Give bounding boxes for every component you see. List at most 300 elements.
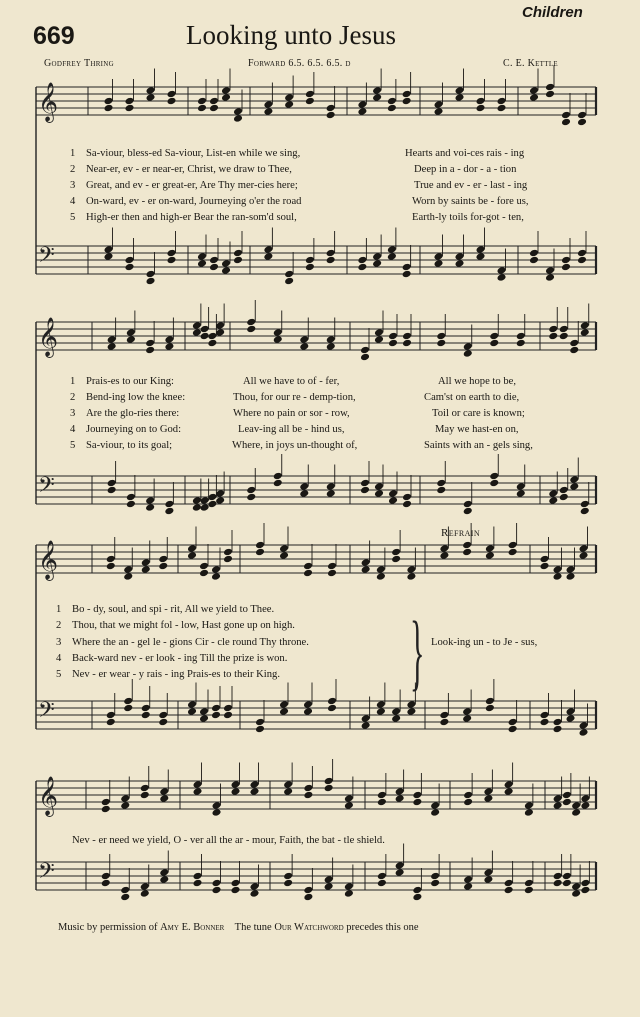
verse-1-line	[70, 148, 300, 159]
note-head	[402, 90, 412, 99]
note-head	[327, 562, 337, 571]
lyric-a: Where the an - gel le - gions Cir - cle round Thy throne.	[72, 637, 309, 648]
note-head	[357, 107, 367, 116]
lyric-b: Hearts and voi-ces rais - ing	[405, 148, 525, 159]
lyric-a: Back-ward nev - er look - ing Till the prize is won.	[72, 653, 288, 664]
note-head	[571, 889, 581, 898]
note-head	[566, 572, 576, 581]
note-head	[199, 562, 209, 571]
note-head	[207, 339, 217, 348]
note-head	[462, 714, 472, 723]
verse-number: 4	[56, 653, 62, 664]
note-head	[497, 266, 507, 275]
note-head	[158, 562, 168, 571]
note-head	[120, 801, 130, 810]
note-head	[303, 700, 313, 709]
note-head	[548, 325, 558, 334]
note-head	[250, 780, 260, 789]
note-head	[255, 541, 265, 550]
note-head	[192, 328, 202, 337]
bass-clef: 𝄢	[38, 859, 55, 888]
footer-note-b: precedes this one	[346, 922, 419, 933]
lyric-b: Leav-ing all be - hind us,	[238, 424, 345, 435]
note-head	[299, 335, 309, 344]
note-head	[101, 798, 111, 807]
note-head	[305, 90, 315, 99]
note-head	[126, 500, 136, 509]
note-head	[571, 882, 581, 891]
note-head	[391, 555, 401, 564]
note-head	[561, 111, 571, 120]
note-head	[361, 721, 371, 730]
note-head	[303, 562, 313, 571]
note-head	[462, 541, 472, 550]
note-head	[553, 718, 563, 727]
note-head	[303, 569, 313, 578]
lyric-c: All we hope to be,	[438, 376, 516, 387]
note-head	[197, 252, 207, 261]
note-head	[374, 328, 384, 337]
note-head	[548, 496, 558, 505]
note-head	[579, 544, 589, 553]
note-head	[577, 249, 587, 258]
note-head	[192, 321, 202, 330]
note-head	[376, 707, 386, 716]
note-head	[462, 548, 472, 557]
note-head	[164, 335, 174, 344]
note-head	[140, 882, 150, 891]
note-head	[140, 784, 150, 793]
note-head	[562, 872, 572, 881]
note-head	[545, 273, 555, 282]
lyric-b: True and ev - er - last - ing	[414, 180, 528, 191]
note-head	[199, 714, 209, 723]
note-head	[562, 879, 572, 888]
note-head	[580, 794, 590, 803]
note-head	[388, 339, 398, 348]
note-head	[200, 332, 210, 341]
note-head	[273, 328, 283, 337]
note-head	[553, 572, 563, 581]
note-head	[545, 90, 555, 99]
note-head	[434, 252, 444, 261]
verse-number: 1	[70, 376, 76, 387]
verse-number: 5	[56, 669, 62, 680]
lyric-a: Thou, that we might fol - low, Hast gone up on high.	[72, 620, 295, 631]
note-head	[434, 259, 444, 268]
note-head	[529, 86, 539, 95]
note-head	[200, 325, 210, 334]
note-head	[159, 787, 169, 796]
note-head	[305, 97, 315, 106]
note-head	[402, 97, 412, 106]
note-head	[209, 263, 219, 272]
verse-brace: }	[410, 603, 425, 699]
note-head	[434, 100, 444, 109]
note-head	[164, 342, 174, 351]
note-head	[504, 787, 514, 796]
note-head	[553, 801, 563, 810]
note-head	[279, 544, 289, 553]
note-head	[561, 118, 571, 127]
note-head	[199, 707, 209, 716]
note-head	[577, 256, 587, 265]
note-head	[395, 794, 405, 803]
note-head	[192, 503, 202, 512]
verse-number: 2	[70, 392, 76, 403]
lyric-a: Near-er, ev - er near-er, Christ, we draw to Thee,	[86, 164, 292, 175]
verse-3-line	[56, 637, 309, 648]
note-head	[559, 493, 569, 502]
note-head	[562, 798, 572, 807]
note-head	[476, 97, 486, 106]
note-head	[361, 565, 371, 574]
verse-4-line	[70, 424, 181, 435]
note-head	[145, 496, 155, 505]
note-head	[476, 245, 486, 254]
note-head	[303, 791, 313, 800]
lyric-a: Journeying on to God:	[86, 424, 182, 435]
note-head	[221, 266, 231, 275]
note-head	[246, 325, 256, 334]
note-head	[120, 886, 130, 895]
verse-number: 5	[70, 212, 76, 223]
note-head	[199, 569, 209, 578]
verse-number: 5	[70, 440, 76, 451]
note-head	[357, 100, 367, 109]
note-head	[402, 263, 412, 272]
note-head	[412, 791, 422, 800]
note-head	[106, 555, 116, 564]
verse-number: 4	[70, 196, 76, 207]
verse-1-line	[56, 604, 274, 615]
note-head	[207, 500, 217, 509]
note-head	[107, 335, 117, 344]
note-head	[372, 86, 382, 95]
author: Godfrey Thring	[44, 58, 115, 69]
note-head	[145, 346, 155, 355]
note-head	[402, 500, 412, 509]
note-head	[209, 104, 219, 113]
note-head	[303, 784, 313, 793]
note-head	[361, 558, 371, 567]
note-head	[120, 893, 130, 902]
note-head	[489, 479, 499, 488]
note-head	[212, 886, 222, 895]
note-head	[101, 805, 111, 814]
note-head	[141, 565, 151, 574]
note-head	[387, 245, 397, 254]
note-head	[402, 332, 412, 341]
note-head	[463, 875, 473, 884]
note-head	[524, 808, 534, 817]
note-head	[545, 83, 555, 92]
note-head	[211, 711, 221, 720]
note-head	[324, 777, 334, 786]
note-head	[211, 572, 221, 581]
note-head	[283, 780, 293, 789]
note-head	[209, 256, 219, 265]
note-head	[250, 882, 260, 891]
note-head	[164, 507, 174, 516]
footer-credit	[58, 922, 419, 933]
note-head	[221, 259, 231, 268]
note-head	[374, 335, 384, 344]
note-head	[406, 572, 416, 581]
note-head	[372, 259, 382, 268]
note-head	[529, 256, 539, 265]
note-head	[406, 700, 416, 709]
note-head	[279, 551, 289, 560]
note-head	[211, 565, 221, 574]
note-head	[529, 93, 539, 102]
note-head	[197, 259, 207, 268]
note-head	[125, 97, 135, 106]
lyric-b: Where no pain or sor - row,	[233, 408, 350, 419]
note-head	[395, 861, 405, 870]
note-head	[395, 787, 405, 796]
note-head	[221, 93, 231, 102]
note-head	[305, 256, 315, 265]
lyric-a: Nev - er wear - y rais - ing Prais-es to their King.	[72, 669, 280, 680]
category-label: Children	[522, 4, 583, 21]
note-head	[212, 801, 222, 810]
note-head	[200, 503, 210, 512]
footer-name: Amy E. Bonner	[160, 922, 225, 933]
note-head	[233, 249, 243, 258]
note-head	[463, 798, 473, 807]
note-head	[231, 886, 241, 895]
note-head	[462, 707, 472, 716]
note-head	[141, 558, 151, 567]
note-head	[548, 332, 558, 341]
lyric-c: Toil or care is known;	[432, 408, 525, 419]
note-head	[580, 801, 590, 810]
note-head	[508, 541, 518, 550]
note-head	[146, 277, 156, 286]
verse-1-line	[70, 376, 174, 387]
note-head	[193, 787, 203, 796]
note-head	[140, 791, 150, 800]
note-head	[283, 872, 293, 881]
note-head	[463, 507, 473, 516]
lyric-b: Thou, for our re - demp-tion,	[233, 392, 356, 403]
note-head	[580, 321, 590, 330]
note-head	[305, 263, 315, 272]
note-head	[463, 342, 473, 351]
note-head	[192, 496, 202, 505]
note-head	[577, 118, 587, 127]
note-head	[125, 104, 135, 113]
note-head	[187, 700, 197, 709]
note-head	[187, 551, 197, 560]
verse-4-line	[70, 196, 301, 207]
note-head	[524, 879, 534, 888]
note-head	[569, 475, 579, 484]
lyric-a: On-ward, ev - er on-ward, Journeying o'er the road	[86, 196, 302, 207]
verse-5-line	[70, 212, 297, 223]
note-head	[197, 104, 207, 113]
note-head	[233, 114, 243, 123]
note-head	[504, 780, 514, 789]
verse-number: 3	[70, 180, 76, 191]
note-head	[187, 707, 197, 716]
note-head	[388, 332, 398, 341]
note-head	[159, 868, 169, 877]
note-head	[377, 791, 387, 800]
note-head	[250, 889, 260, 898]
note-head	[104, 252, 114, 261]
note-head	[562, 791, 572, 800]
note-head	[406, 707, 416, 716]
note-head	[167, 249, 177, 258]
note-head	[299, 482, 309, 491]
lyric-c: May we hast-en on,	[435, 424, 519, 435]
note-head	[372, 93, 382, 102]
note-head	[207, 332, 217, 341]
note-head	[463, 882, 473, 891]
note-head	[436, 479, 446, 488]
note-head	[141, 711, 151, 720]
note-head	[579, 551, 589, 560]
note-head	[540, 718, 550, 727]
note-head	[167, 256, 177, 265]
verse-number: 2	[56, 620, 62, 631]
note-head	[326, 482, 336, 491]
note-head	[279, 700, 289, 709]
note-head	[246, 318, 256, 327]
note-head	[279, 707, 289, 716]
note-head	[324, 875, 334, 884]
note-head	[141, 704, 151, 713]
note-head	[412, 886, 422, 895]
note-head	[231, 787, 241, 796]
note-head	[120, 794, 130, 803]
note-head	[223, 555, 233, 564]
note-head	[485, 551, 495, 560]
note-head	[497, 104, 507, 113]
note-head	[485, 704, 495, 713]
note-head	[159, 794, 169, 803]
lyric-a: Sa-viour, to its goal;	[86, 440, 173, 451]
note-head	[516, 339, 526, 348]
note-head	[391, 707, 401, 716]
note-head	[463, 500, 473, 509]
note-head	[489, 472, 499, 481]
verse-number: 1	[56, 604, 62, 615]
note-head	[106, 711, 116, 720]
note-head	[372, 252, 382, 261]
verse-number: 1	[70, 148, 76, 159]
note-head	[263, 107, 273, 116]
note-head	[327, 569, 337, 578]
note-head	[476, 104, 486, 113]
note-head	[360, 486, 370, 495]
note-head	[193, 879, 203, 888]
note-head	[123, 704, 133, 713]
refrain-label: Refrain	[441, 527, 481, 539]
note-head	[158, 555, 168, 564]
bass-clef: 𝄢	[38, 473, 55, 502]
lyric-a: Are the glo-ries there:	[86, 408, 180, 419]
treble-clef: 𝄞	[38, 542, 59, 579]
note-head	[569, 346, 579, 355]
note-head	[553, 879, 563, 888]
note-head	[436, 332, 446, 341]
lyric-a: Sa-viour, bless-ed Sa-viour, List-en while we sing,	[86, 148, 301, 159]
note-head	[187, 544, 197, 553]
note-head	[255, 725, 265, 734]
note-head	[146, 270, 156, 279]
note-head	[101, 872, 111, 881]
note-head	[376, 565, 386, 574]
refrain-lyric: Look-ing un - to Je - sus,	[431, 637, 538, 648]
note-head	[516, 482, 526, 491]
note-head	[123, 697, 133, 706]
note-head	[303, 893, 313, 902]
lyric-a: Great, and ev - er great-er, Are Thy mer-cies here;	[86, 180, 298, 191]
note-head	[439, 718, 449, 727]
note-head	[326, 489, 336, 498]
note-head	[344, 882, 354, 891]
note-head	[326, 104, 336, 113]
note-head	[580, 879, 590, 888]
note-head	[303, 886, 313, 895]
note-head	[123, 565, 133, 574]
note-head	[412, 893, 422, 902]
note-head	[374, 489, 384, 498]
note-head	[250, 787, 260, 796]
note-head	[107, 486, 117, 495]
note-head	[284, 100, 294, 109]
verse-3-line	[70, 408, 179, 419]
note-head	[566, 714, 576, 723]
note-head	[559, 325, 569, 334]
note-head	[146, 93, 156, 102]
note-head	[580, 328, 590, 337]
note-head	[126, 335, 136, 344]
note-head	[273, 479, 283, 488]
note-head	[388, 489, 398, 498]
bass-clef: 𝄢	[38, 698, 55, 727]
note-head	[167, 90, 177, 99]
note-head	[326, 111, 336, 120]
note-head	[209, 97, 219, 106]
note-head	[126, 493, 136, 502]
note-head	[125, 263, 135, 272]
note-head	[326, 342, 336, 351]
note-head	[504, 879, 514, 888]
note-head	[485, 697, 495, 706]
note-head	[571, 808, 581, 817]
note-head	[223, 704, 233, 713]
note-head	[412, 798, 422, 807]
note-head	[215, 496, 225, 505]
note-head	[391, 548, 401, 557]
note-head	[455, 259, 465, 268]
note-head	[273, 472, 283, 481]
note-head	[489, 332, 499, 341]
note-head	[263, 100, 273, 109]
note-head	[553, 794, 563, 803]
note-head	[145, 339, 155, 348]
note-head	[529, 249, 539, 258]
note-head	[106, 718, 116, 727]
note-head	[489, 339, 499, 348]
note-head	[303, 707, 313, 716]
hymn-title: Looking unto Jesus	[186, 20, 397, 50]
note-head	[327, 704, 337, 713]
